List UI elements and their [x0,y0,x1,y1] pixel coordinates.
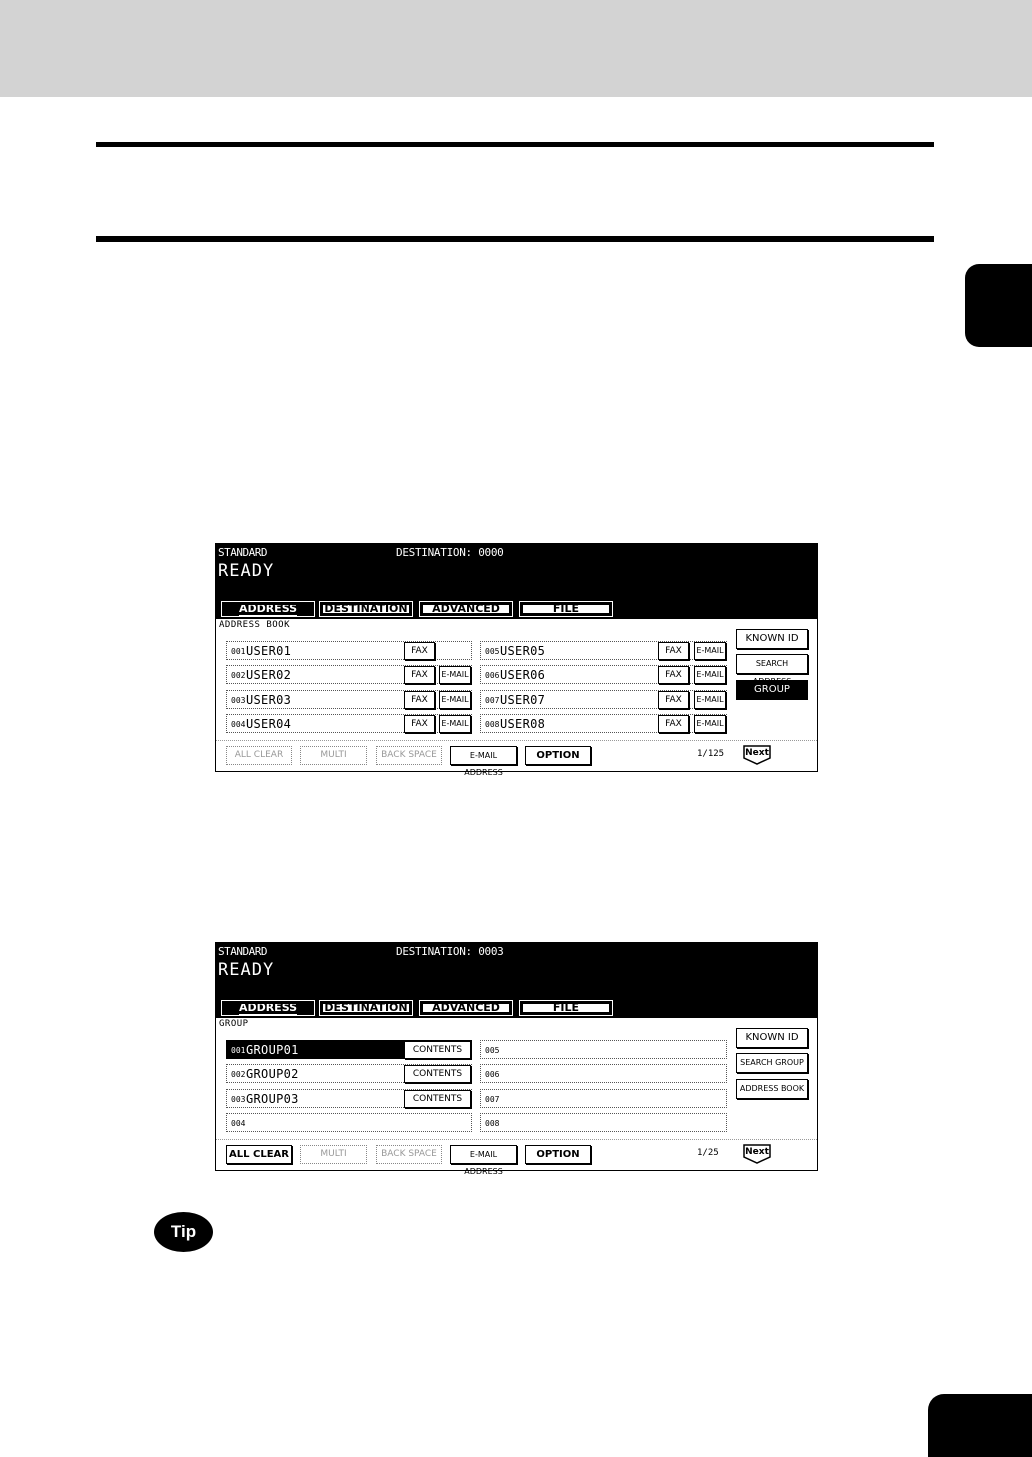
tab-advanced[interactable] [419,601,513,617]
page-number-tab [928,1394,1032,1457]
tab-destination[interactable] [319,601,413,617]
section-label: ADDRESS BOOK [219,620,291,630]
fax-button[interactable]: FAX [658,666,689,684]
entry-name: GROUP03 [246,1092,299,1106]
entry-name: USER01 [246,644,292,658]
section-label: GROUP [219,1019,249,1029]
tab-address[interactable] [221,1000,315,1016]
address-entry[interactable] [226,641,472,660]
option-button[interactable]: OPTION [525,746,591,765]
address-entry[interactable] [226,714,472,733]
entry-number: 001 [231,647,246,656]
multi-button[interactable]: MULTI [300,746,367,765]
entry-name: USER07 [500,693,546,707]
chapter-tab [965,264,1032,347]
tip-badge: Tip [154,1212,213,1252]
address-book-screen [215,543,818,777]
entry-number: 006 [485,671,500,680]
entry-number: 008 [485,720,500,729]
entry-name: USER04 [246,717,292,731]
known-id-button[interactable]: KNOWN ID [736,1028,808,1048]
tab-label: FILE [552,602,580,615]
email-button[interactable]: E-MAIL [694,715,726,733]
status-area [216,943,817,1018]
fax-button[interactable]: FAX [658,691,689,709]
entry-name: USER08 [500,717,546,731]
bottom-divider [216,1139,817,1141]
destination-count: DESTINATION: 0000 [396,546,504,559]
group-entry[interactable] [480,1040,727,1059]
mode-label: STANDARD [218,546,267,559]
email-button[interactable]: E-MAIL [439,691,471,709]
fax-button[interactable]: FAX [404,666,435,684]
next-button[interactable] [743,745,771,765]
ready-status: READY [218,561,275,581]
tab-file[interactable] [519,601,613,617]
fax-button[interactable]: FAX [404,691,435,709]
fax-button[interactable]: FAX [404,715,435,733]
address-entry[interactable] [226,665,472,684]
tab-advanced[interactable] [419,1000,513,1016]
destination-count: DESTINATION: 0003 [396,945,504,958]
entry-number: 003 [231,696,246,705]
page-counter: 1/125 [697,749,725,759]
all-clear-button[interactable]: ALL CLEAR [226,1145,292,1164]
entry-number: 002 [231,671,246,680]
tab-label: DESTINATION [324,1001,408,1014]
tab-label: ADVANCED [432,1001,500,1014]
entry-number: 008 [485,1119,500,1128]
group-entry[interactable] [480,1113,727,1132]
page-counter: 1/25 [697,1148,719,1158]
entry-number: 001 [231,1046,246,1055]
email-button[interactable]: E-MAIL [694,666,726,684]
email-button[interactable]: E-MAIL [439,715,471,733]
email-button[interactable]: E-MAIL [694,691,726,709]
title-rule-bottom [96,236,934,242]
entry-name: USER03 [246,693,292,707]
tab-destination[interactable] [319,1000,413,1016]
tab-label: ADDRESS [238,602,298,615]
header-band [0,0,1032,97]
address-entry[interactable] [226,690,472,709]
entry-name: GROUP01 [246,1043,299,1057]
email-button[interactable]: E-MAIL [694,642,726,660]
tab-label: ADVANCED [432,602,500,615]
address-book-button[interactable]: ADDRESS BOOK [736,1079,808,1099]
status-area [216,544,817,619]
entry-name: GROUP02 [246,1067,299,1081]
contents-button[interactable]: CONTENTS [404,1090,471,1108]
entry-number: 005 [485,1046,500,1055]
address-entry[interactable] [480,641,727,660]
tab-label: FILE [552,1001,580,1014]
known-id-button[interactable]: KNOWN ID [736,629,808,649]
next-label: Next [745,748,769,758]
next-button[interactable] [743,1144,771,1164]
entry-number: 004 [231,720,246,729]
address-entry[interactable] [480,714,727,733]
tab-address[interactable] [221,601,315,617]
tab-label: DESTINATION [324,602,408,615]
email-address-button[interactable]: E-MAIL ADDRESS [450,746,517,765]
entry-number: 006 [485,1070,500,1079]
ready-status: READY [218,960,275,980]
title-rule-top [96,142,934,147]
group-entry[interactable] [480,1064,727,1083]
tab-label: ADDRESS [238,1001,298,1014]
search-group-button[interactable]: SEARCH GROUP [736,1053,808,1073]
search-address-button[interactable]: SEARCH [736,654,808,674]
entry-name: USER05 [500,644,546,658]
entry-number: 007 [485,1095,500,1104]
group-entry[interactable] [480,1089,727,1108]
fax-button[interactable]: FAX [658,715,689,733]
all-clear-button[interactable]: ALL CLEAR [226,746,292,765]
group-screen [215,942,818,1176]
fax-button[interactable]: FAX [404,642,435,660]
back-space-button[interactable]: BACK SPACE [376,1145,442,1164]
bottom-divider [216,740,817,742]
entry-number: 005 [485,647,500,656]
entry-number: 002 [231,1070,246,1079]
fax-button[interactable]: FAX [658,642,689,660]
entry-number: 003 [231,1095,246,1104]
email-address-button[interactable]: E-MAIL ADDRESS [450,1145,517,1164]
contents-button[interactable]: CONTENTS [404,1041,471,1059]
next-label: Next [745,1147,769,1157]
email-button[interactable]: E-MAIL [439,666,471,684]
entry-number: 004 [231,1119,246,1128]
multi-button[interactable]: MULTI [300,1145,367,1164]
group-button[interactable]: GROUP [736,680,808,700]
mode-label: STANDARD [218,945,267,958]
tab-file[interactable] [519,1000,613,1016]
contents-button[interactable]: CONTENTS [404,1065,471,1083]
address-entry[interactable] [480,690,727,709]
back-space-button[interactable]: BACK SPACE [376,746,442,765]
entry-number: 007 [485,696,500,705]
option-button[interactable]: OPTION [525,1145,591,1164]
group-entry[interactable] [226,1113,472,1132]
entry-name: USER02 [246,668,292,682]
entry-name: USER06 [500,668,546,682]
address-entry[interactable] [480,665,727,684]
